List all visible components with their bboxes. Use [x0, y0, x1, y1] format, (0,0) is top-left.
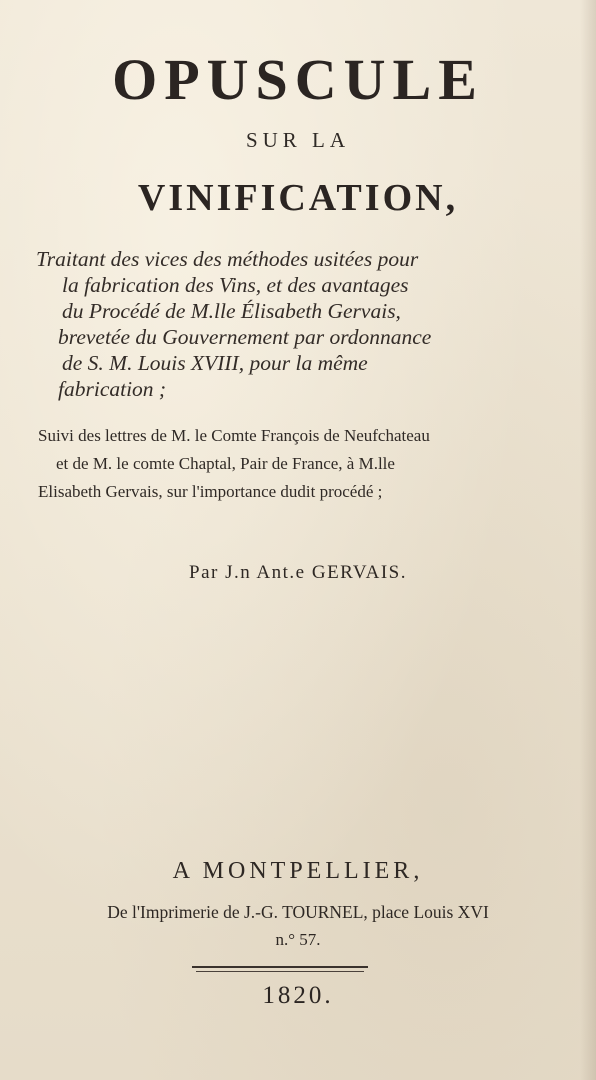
- description-block: [36, 246, 538, 402]
- publication-year: 1820.: [262, 982, 334, 1009]
- description-line: Traitant des vices des méthodes usitées pour: [36, 247, 419, 271]
- divider-rule-thin: [196, 971, 364, 972]
- printer-number: n.° 57.: [275, 930, 321, 949]
- author-line: Par J.n Ant.e GERVAIS.: [189, 562, 407, 583]
- description-line: la fabrication des Vins, et des avantages: [62, 273, 409, 297]
- printer-line: De l'Imprimerie de J.-G. TOURNEL, place Louis XVI: [107, 902, 489, 922]
- description-line: brevetée du Gouvernement par ordonnance: [58, 325, 432, 349]
- description-line: de S. M. Louis XVIII, pour la même: [62, 351, 368, 375]
- description-line: fabrication ;: [58, 377, 167, 401]
- publisher-city: A MONTPELLIER,: [172, 858, 424, 884]
- suivi-line: Suivi des lettres de M. le Comte François de Neufchateau: [38, 426, 430, 445]
- suivi-block: [38, 422, 538, 506]
- title-connector: SUR LA: [245, 128, 351, 152]
- book-title: OPUSCULE: [112, 47, 484, 112]
- book-subtitle: VINIFICATION,: [137, 177, 459, 219]
- divider-rule: [192, 966, 368, 968]
- suivi-line: Elisabeth Gervais, sur l'importance dudit procédé ;: [38, 482, 383, 501]
- suivi-line: et de M. le comte Chaptal, Pair de France, à M.lle: [56, 454, 395, 473]
- description-line: du Procédé de M.lle Élisabeth Gervais,: [62, 299, 401, 323]
